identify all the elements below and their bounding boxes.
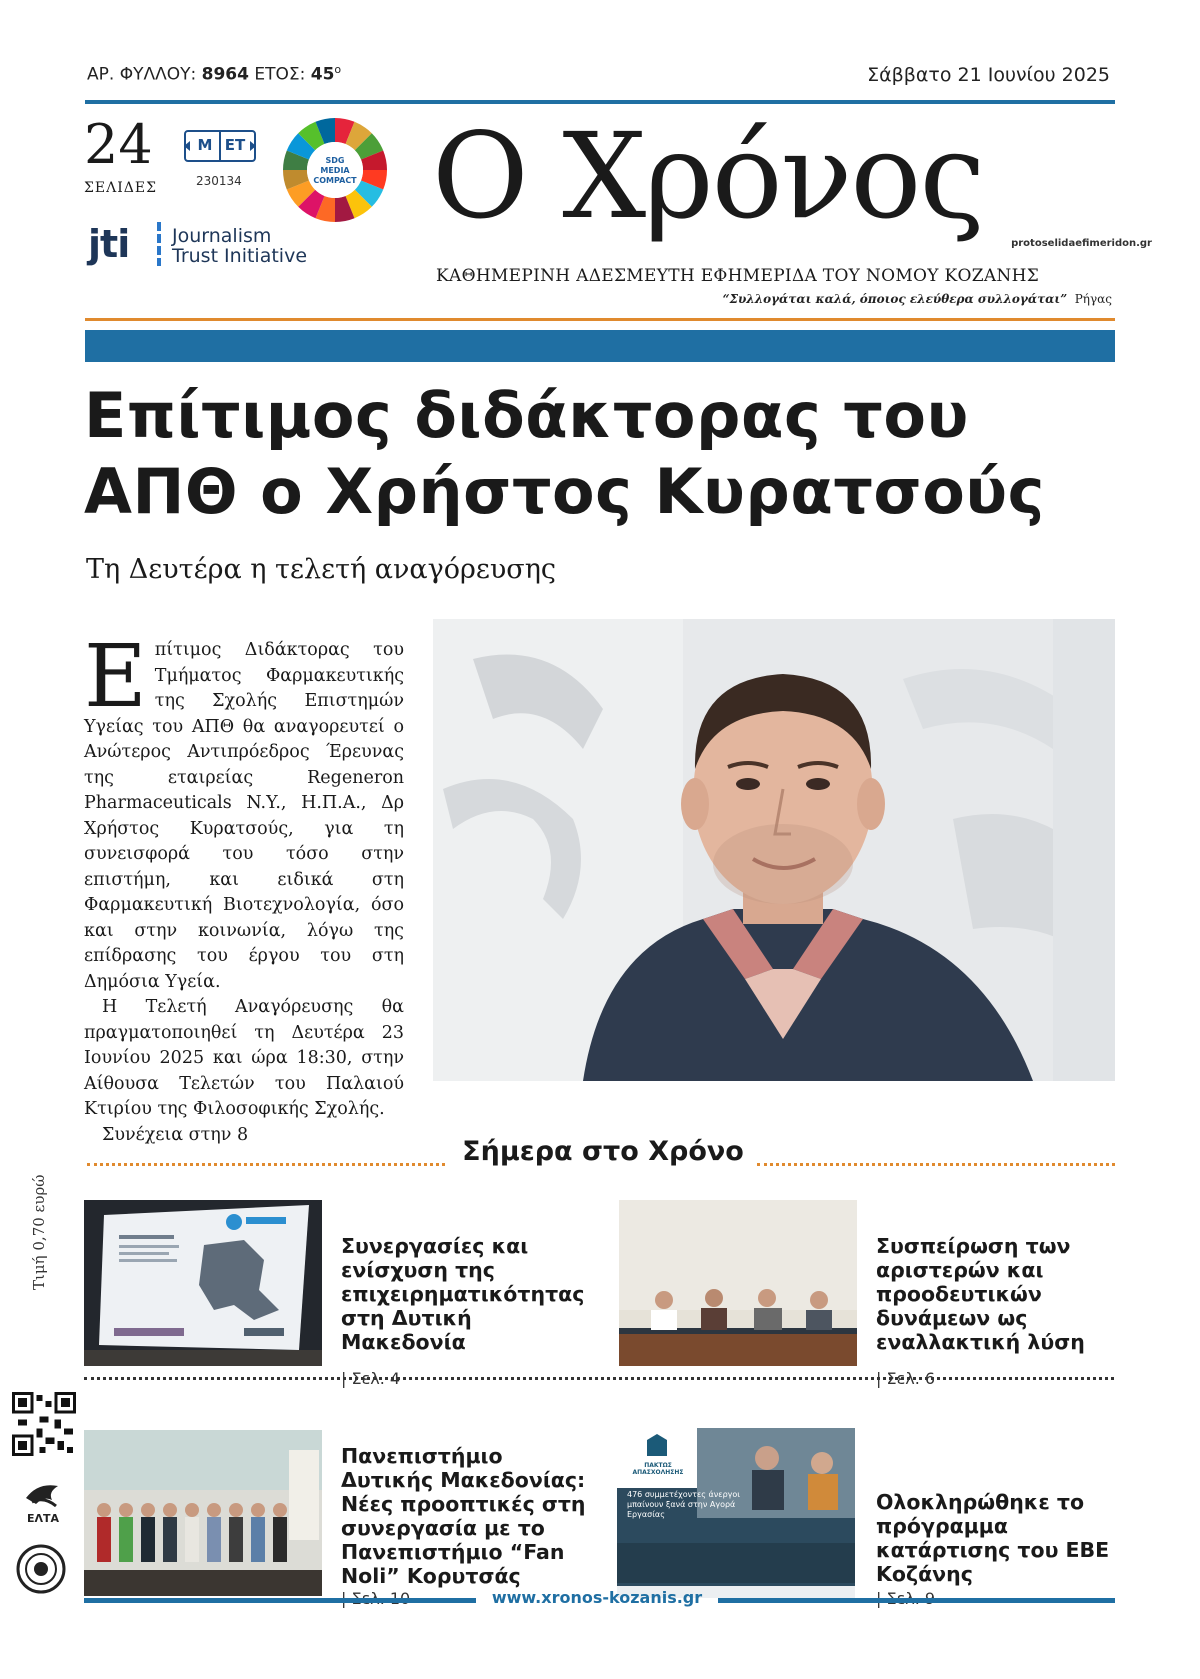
today-mid-divider xyxy=(84,1377,1114,1380)
main-headline[interactable]: Επίτιμος διδάκτορας του ΑΠΘ ο Χρήστος Κυρατσούς xyxy=(84,379,1045,528)
story-headline-1[interactable]: Συνεργασίες και ενίσχυση της επιχειρηματικότητας στη Δυτική Μακεδονία xyxy=(341,1234,585,1354)
section-divider-right xyxy=(757,1163,1115,1166)
continuation-link: Συνέχεια στην 8 xyxy=(102,1124,249,1145)
jti-logo: jti xyxy=(88,222,130,266)
pages-label: ΣΕΛΙΔΕΣ xyxy=(84,180,157,196)
qr-code-icon[interactable] xyxy=(12,1392,76,1456)
story-page-1: | Σελ. 4 xyxy=(341,1369,401,1388)
main-deck: Τη Δευτέρα η τελετή αναγόρευσης xyxy=(86,554,557,585)
association-seal-icon xyxy=(16,1544,66,1594)
newspaper-subtitle: ΚΑΘΗΜΕΡΙΝΗ ΑΔΕΣΜΕΥΤΗ ΕΦΗΜΕΡΙΔΑ ΤΟΥ ΝΟΜΟΥ ΚΟΖΑΝΗΣ xyxy=(436,266,1040,286)
panel-discussion-photo[interactable] xyxy=(619,1200,857,1366)
poster-text: 476 συμμετέχοντες άνεργοι μπαίνουν ξανά στην Αγορά Εργασίας xyxy=(627,1490,740,1519)
article-body: Επίτιμος Διδάκτορας του Τμήματος Φαρμακευτικής της Σχολής Επιστημών Υγείας του ΑΠΘ θα αναγορευτεί ο Ανώτερος Αντιπρόεδρος Έρευνας της εταιρείας Regeneron Pharmaceuticals N.Y., Η.Π.Α., Δρ Χρήστος Κυρατσούς, για τη συνεισφορά του τόσο στην επιστήμη, και ειδικά στη Φαρμακευτική Βιοτεχνολογία, όσο και στην κοινωνία, λόγω της επίδρασης του έργου του στη Δημόσια Υγεία. Η Τελετή Αναγόρευσης θα πραγματοποιηθεί τη Δευτέρα 23 Ιουνίου 2025 και ώρα 18:30, στην Αίθουσα Τελετών του Παλαιού Κτιρίου της Φιλοσοφικής Σχολής. Συνέχεια στην 8 xyxy=(84,638,404,1148)
story-page-2: | Σελ. 6 xyxy=(876,1369,936,1388)
group-photo[interactable] xyxy=(84,1430,322,1596)
story-headline-2[interactable]: Συσπείρωση των αριστερών και προοδευτικών δυνάμεων ως εναλλακτική λύση xyxy=(876,1234,1085,1354)
sdg-media-compact-logo xyxy=(282,117,388,223)
issue-date: Σάββατο 21 Ιουνίου 2025 xyxy=(867,64,1110,86)
elta-label: ΕΛΤΑ xyxy=(26,1512,60,1525)
met-right-label: ΕΤ xyxy=(224,136,246,154)
portrait-photo xyxy=(433,619,1115,1081)
sdg-label: SDG MEDIA COMPACT xyxy=(307,142,363,198)
newspaper-title: Ο Χρόνος xyxy=(432,107,984,245)
story-headline-3[interactable]: Πανεπιστήμιο Δυτικής Μακεδονίας: Νέες προοπτικές στη συνεργασία με το Πανεπιστήμιο “Fan Noli” Κορυτσάς xyxy=(341,1444,586,1588)
blue-band xyxy=(85,330,1115,362)
today-section-title: Σήμερα στο Χρόνο xyxy=(462,1136,744,1167)
year-number: 45 xyxy=(310,64,335,85)
footer-rule-right xyxy=(718,1598,1115,1603)
watermark: protoselidaefimeridon.gr xyxy=(1011,238,1152,249)
met-number: 230134 xyxy=(196,174,242,188)
jti-text: Journalism Trust Initiative xyxy=(172,225,308,267)
poster-title: ΠΑΚΤΩΣ ΑΠΑΣΧΟΛΗΣΗΣ xyxy=(632,1462,684,1476)
employment-pact-poster[interactable] xyxy=(617,1428,855,1598)
motto: “Συλλογάται καλά, όποιος ελεύθερα συλλογάται” Ρήγας xyxy=(722,292,1112,306)
section-divider-left xyxy=(87,1163,445,1166)
jti-bar-icon xyxy=(156,222,162,266)
drop-cap: Ε xyxy=(84,627,147,727)
met-left-label: Μ xyxy=(197,136,213,154)
top-rule xyxy=(85,100,1115,104)
orange-rule xyxy=(85,318,1115,321)
issue-info: ΑΡ. ΦΥΛΛΟΥ: 8964 ΕΤΟΣ: $45^o$ xyxy=(87,63,342,85)
footer-rule-left xyxy=(84,1598,476,1603)
issue-number: 8964 xyxy=(201,64,249,85)
price-label: Τιμή 0,70 ευρώ xyxy=(30,1174,48,1290)
website-link[interactable]: www.xronos-kozanis.gr xyxy=(491,1588,703,1607)
story-headline-4[interactable]: Ολοκληρώθηκε το πρόγραμμα κατάρτισης του ΕΒΕ Κοζάνης xyxy=(876,1490,1110,1586)
elta-logo-icon xyxy=(18,1478,68,1528)
pages-count: 24 xyxy=(84,113,153,176)
presentation-photo[interactable] xyxy=(84,1200,322,1366)
